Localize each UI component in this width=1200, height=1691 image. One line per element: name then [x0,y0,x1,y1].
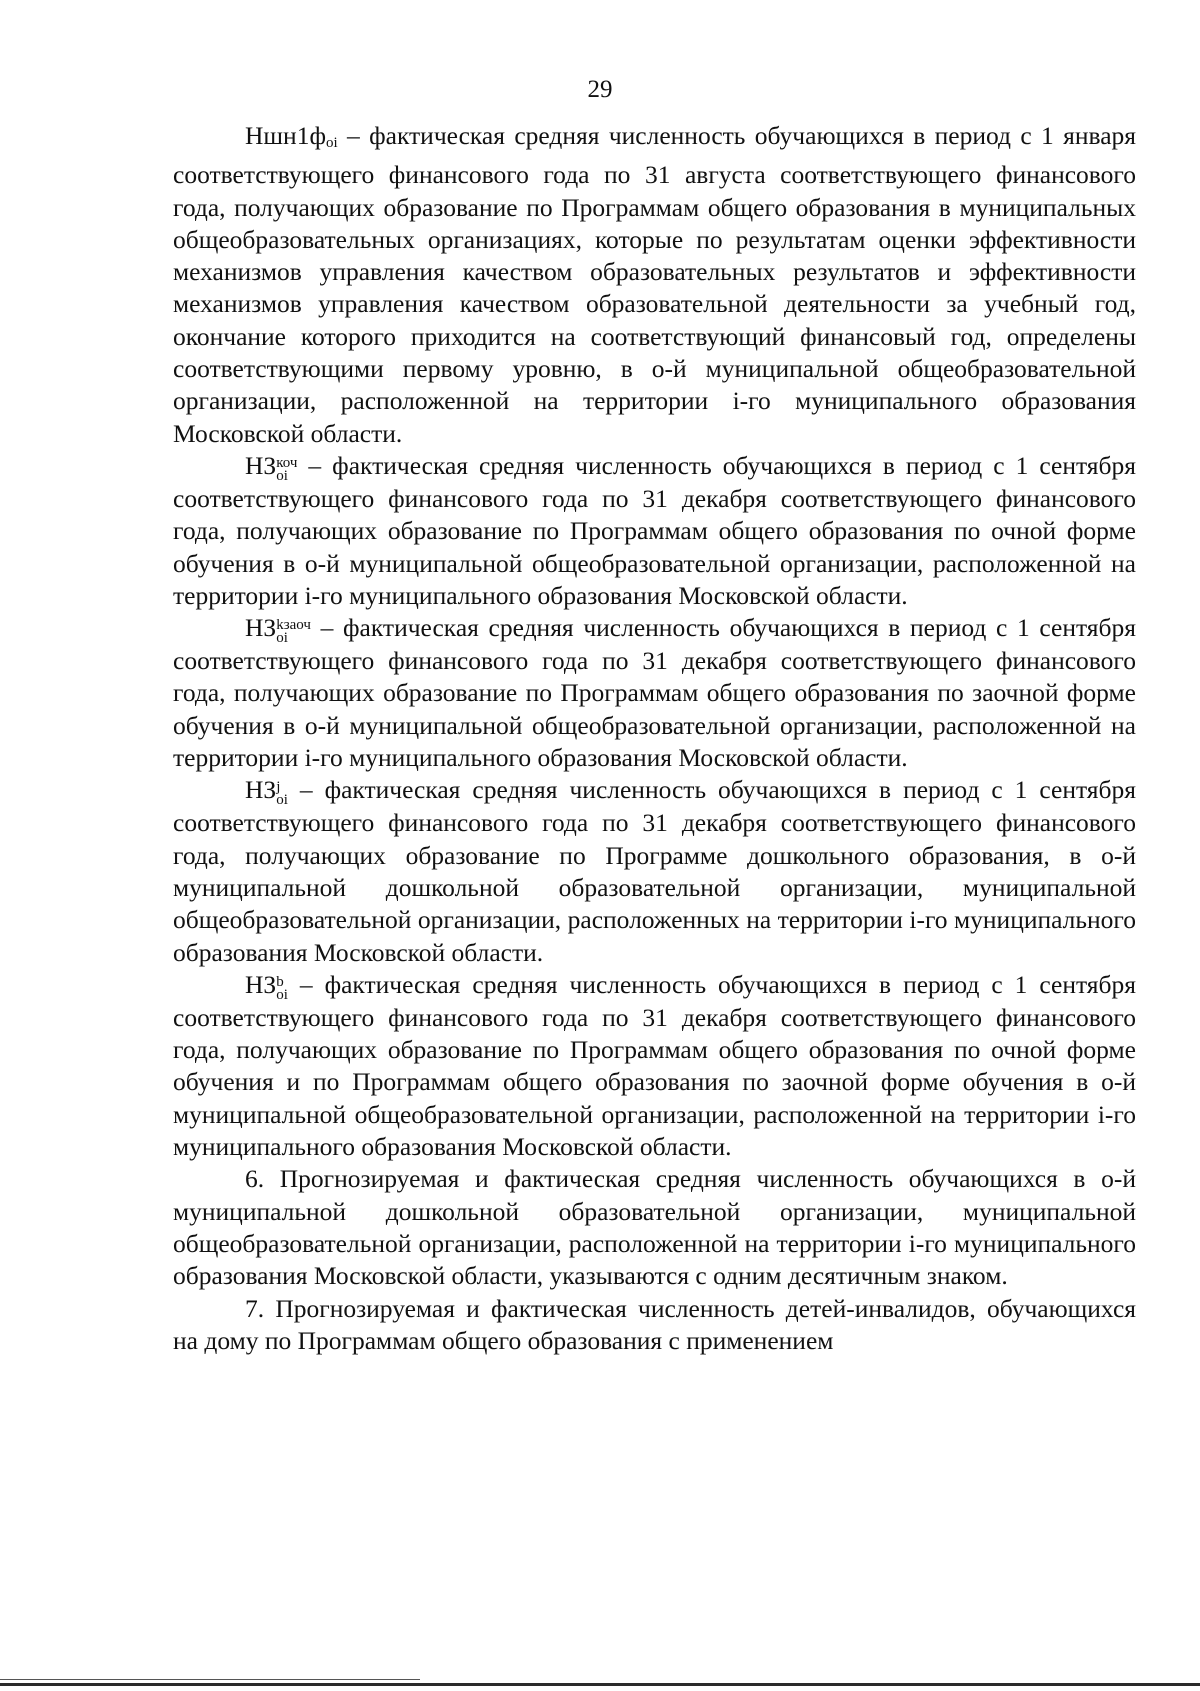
clause-6: 6. Прогнозируемая и фактическая средняя численность обучающихся в о-й муниципальной дошкольной образовательной организации, муниципальной общеобразовательной организации, расположенной на территории i-го муниципального образования Московской области, указываются с одним десятичным знаком. [173,1164,1136,1291]
formula-symbol: НЗ j oi [245,775,288,809]
definition-nz-b: НЗ b oi – фактическая средняя численность обучающихся в период с 1 сентября соответствующего финансового года по 31 декабря соответствующего финансового года, получающих образование по Программам общего образования по очной форме обучения и по Программам общего образования по заочной форме обучения в о-й муниципальной общеобразовательной организации, расположенной на территории i-го муниципального образования Московской области. [173,969,1136,1162]
definition-nz-kzaoch: НЗ kзаоч oi – фактическая средняя численность обучающихся в период с 1 сентября соответствующего финансового года по 31 декабря соответствующего финансового года, получающих образование по Программам общего образования по заочной форме обучения в о-й муниципальной общеобразовательной организации, расположенной на территории i-го муниципального образования Московской области. [173,613,1136,773]
formula-symbol: НЗ b oi [245,969,288,1003]
definition-nz-koch: НЗ коч oi – фактическая средняя численность обучающихся в период с 1 сентября соответствующего финансового года по 31 декабря соответствующего финансового года, получающих образование по Программам общего образования по очной форме обучения в о-й муниципальной общеобразовательной организации, расположенной на территории i-го муниципального образования Московской области. [173,450,1136,610]
formula-symbol: НЗ kзаоч oi [245,613,311,647]
formula-symbol: Ншн1фoi [245,121,338,151]
clause-7: 7. Прогнозируемая и фактическая численность детей-инвалидов, обучающихся на дому по Программам общего образования с применением [173,1293,1136,1355]
document-body [173,120,1136,1357]
definition-nshn1f: Ншн1фoi – фактическая средняя численность обучающихся в период с 1 января соответствующего финансового года по 31 августа соответствующего финансового года, получающих образование по Программам общего образования в муниципальных общеобразовательных организациях, которые по результатам оценки эффективности механизмов управления качеством образовательных результатов и эффективности механизмов управления качеством образовательной деятельности за учебный год, окончание которого приходится на соответствующий финансовый год, определены соответствующими первому уровню, в о-й муниципальной общеобразовательной организации, расположенной на территории i-го муниципального образования Московской области. [173,121,1136,448]
definition-nz-j: НЗ j oi – фактическая средняя численность обучающихся в период с 1 сентября соответствующего финансового года по 31 декабря соответствующего финансового года, получающих образование по Программе дошкольного образования, в о-й муниципальной дошкольной образовательной организации, муниципальной общеобразовательной организации, расположенных на территории i-го муниципального образования Московской области. [173,775,1136,967]
formula-symbol: НЗ коч oi [245,450,298,484]
page-number: 29 [587,76,613,103]
scan-bottom-edge [0,1683,1200,1686]
scan-edge-line [0,1679,420,1680]
